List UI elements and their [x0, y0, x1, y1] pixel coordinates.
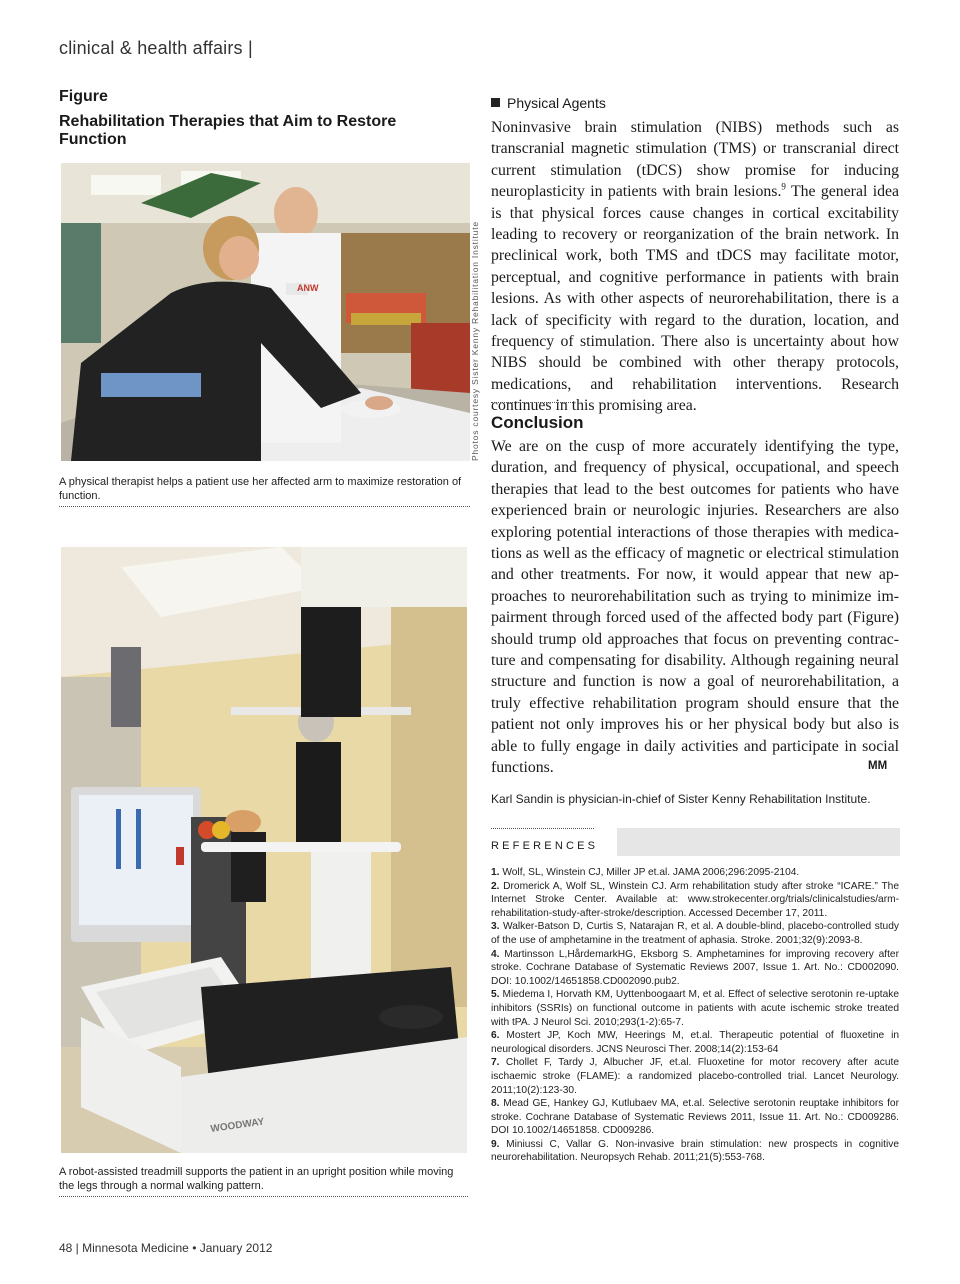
reference-number: 3.	[491, 921, 500, 933]
reference-item	[491, 988, 899, 1029]
reference-number: 8.	[491, 1098, 500, 1110]
section-label: clinical & health affairs |	[59, 38, 253, 58]
reference-item	[491, 1138, 899, 1165]
reference-text: Walker-Batson D, Curtis S, Natarajan R, et al. A double-blind, placebo-controlled study of the use of amphetamine in the treatment of aphasia. Stroke. 2001;32(9):2093-8.	[491, 921, 899, 946]
conclusion-heading: Conclusion	[491, 413, 584, 432]
reference-number: 7.	[491, 1057, 500, 1069]
reference-text: Martinsson L,HårdemarkHG, Eksborg S. Amphetamines for improving recovery after stroke. Cochrane Database of Systematic Reviews 2007, Issue 1. Art. No.: CD002090. DOI: 10.1002/14651858.CD002090.pub2.	[491, 948, 899, 987]
citation-superscript: 9	[781, 181, 786, 192]
references-label: REFERENCES	[491, 840, 599, 852]
reference-text: Chollet F, Tardy J, Albucher JF, et.al. Fluoxetine for motor recovery after acute ischaemic stroke (FLAME): a randomized placebo-controlled trial. Lancet Neurology. 2011;10(2):123-30.	[491, 1057, 899, 1096]
reference-item	[491, 1056, 899, 1097]
signoff: MM	[868, 760, 888, 772]
reference-text: Miedema I, Horvath KM, Uyttenboogaart M, et al. Effect of selective serotonin re-uptake inhibitors (SSRIs) on functional outcome in patients with acute ischemic stroke treated with tPA. J Neurol Sci. 2010;293(1-2):65-7.	[491, 989, 899, 1028]
references-rule	[491, 828, 594, 829]
reference-text: Mead GE, Hankey GJ, Kutlubaev MA, et.al. Selective serotonin reuptake inhibitors for stroke. Cochrane Database of Systematic Reviews 2011, Issue 11. Art. No.: CD009286. DOI 10.1002/14651858. CD009286.	[491, 1098, 899, 1137]
reference-text: Miniussi C, Vallar G. Non-invasive brain stimulation: new prospects in cognitive neurorehabilitation. Neuropsych Rehab. 2011;21(5):553-768.	[491, 1138, 899, 1164]
photo2-caption: A robot-assisted treadmill supports the patient in an upright position while moving the legs through a normal walking pattern.	[59, 1166, 454, 1192]
page-footer: 48 | Minnesota Medicine • January 2012	[59, 1241, 273, 1255]
photo1-caption: A physical therapist helps a patient use her affected arm to maximize restoration of function.	[59, 476, 462, 502]
reference-item	[491, 880, 899, 921]
physical-agents-text-2: The general idea is that physical forces cause changes in cortical excitability leading to recovery or reorganization of the brain network. In preclinical work, both TMS and tDCS may facilitate motor, perceptual, and cognitive performance in patients with brain lesions. As with other aspects of neurorehabilitation, there is a lack of specificity with regard to the duration, location, and frequency of stimulation. There also is uncertainty about how NIBS should be combined with other therapy protocols, medications, and rehabilitation interventions. Research continues in this promising area.	[491, 183, 900, 415]
author-note: Karl Sandin is physician-in-chief of Sister Kenny Rehabilitation Institute.	[491, 792, 871, 806]
reference-number: 6.	[491, 1030, 500, 1042]
figure-label: Figure	[59, 88, 108, 105]
reference-number: 4.	[491, 948, 500, 960]
references-list	[491, 866, 899, 1165]
conclusion-rule	[491, 402, 573, 403]
reference-number: 1.	[491, 867, 500, 878]
reference-text: Dromerick A, Wolf SL, Winstein CJ. Arm rehabilitation study after stroke “ICARE.” The Internet Stroke Center. Available at: www.strokecenter.org/trials/clinicalstudies/arm-rehabilitation-study-after-stroke/description. Accessed December 17, 2011.	[491, 880, 899, 919]
physical-agents-heading	[491, 95, 606, 111]
reference-number: 2.	[491, 880, 500, 892]
reference-text: Wolf, SL, Winstein CJ, Miller JP et.al. JAMA 2006;296:2095-2104.	[499, 867, 800, 878]
physical-agents-text-1: Noninvasive brain stimulation (NIBS) methods such as transcranial magnetic stimulation (TMS) or transcranial direct current stimulation (tDCS) show promise for inducing neuroplasticity in patients with brain lesions.	[491, 119, 899, 201]
photo-credit: Photos courtesy Sister Kenny Rehabilitation Institute	[470, 221, 480, 461]
figure-title: Rehabilitation Therapies that Aim to Restore Function	[59, 113, 397, 148]
reference-item	[491, 1029, 899, 1056]
reference-number: 9.	[491, 1138, 500, 1150]
treadmill-photo	[61, 547, 467, 1153]
photo2-brand: WOODWAY	[209, 1116, 265, 1135]
reference-item	[491, 948, 899, 989]
reference-number: 5.	[491, 989, 500, 1001]
reference-item	[491, 1097, 899, 1138]
caption1-rule	[59, 506, 470, 507]
references-bar	[617, 828, 900, 856]
conclusion-paragraph: We are on the cusp of more accurately identifying the type, duration, and frequency of physical, occupational, and speech therapies that lead to the best outcomes for patients who have experienced brain or neurologic injuries. Researchers are also exploring potential interactions of those therapies with medications as well as the efficacy of magnetic or electrical stimulation and other treatments. For now, it would appear that new approaches to neurorehabilitation such as trying to minimize impairment through forced used of the affected body part (Figure) should trump old approaches that focus on preventing contracture and compensating for disability. Although regaining neural structure and function is now a goal of neurorehabilitation, a truly effective rehabilitation program should ensure that the patient not only improves his or her physical body but also is able to fully engage in daily activities and participate in social functions.	[491, 438, 899, 777]
physical-agents-paragraph	[491, 117, 899, 417]
square-bullet-icon	[491, 98, 500, 107]
reference-item	[491, 866, 899, 880]
reference-text: Mostert JP, Koch MW, Heerings M, et.al. Therapeutic potential of fluoxetine in neurological disorders. JCNS Neurosci Ther. 2008;14(2):153-64	[491, 1030, 899, 1055]
caption2-rule	[59, 1196, 468, 1197]
reference-item	[491, 920, 899, 947]
physical-agents-heading-text: Physical Agents	[507, 95, 606, 111]
photo1-sign: ANW	[297, 283, 319, 293]
therapy-photo	[61, 163, 470, 461]
